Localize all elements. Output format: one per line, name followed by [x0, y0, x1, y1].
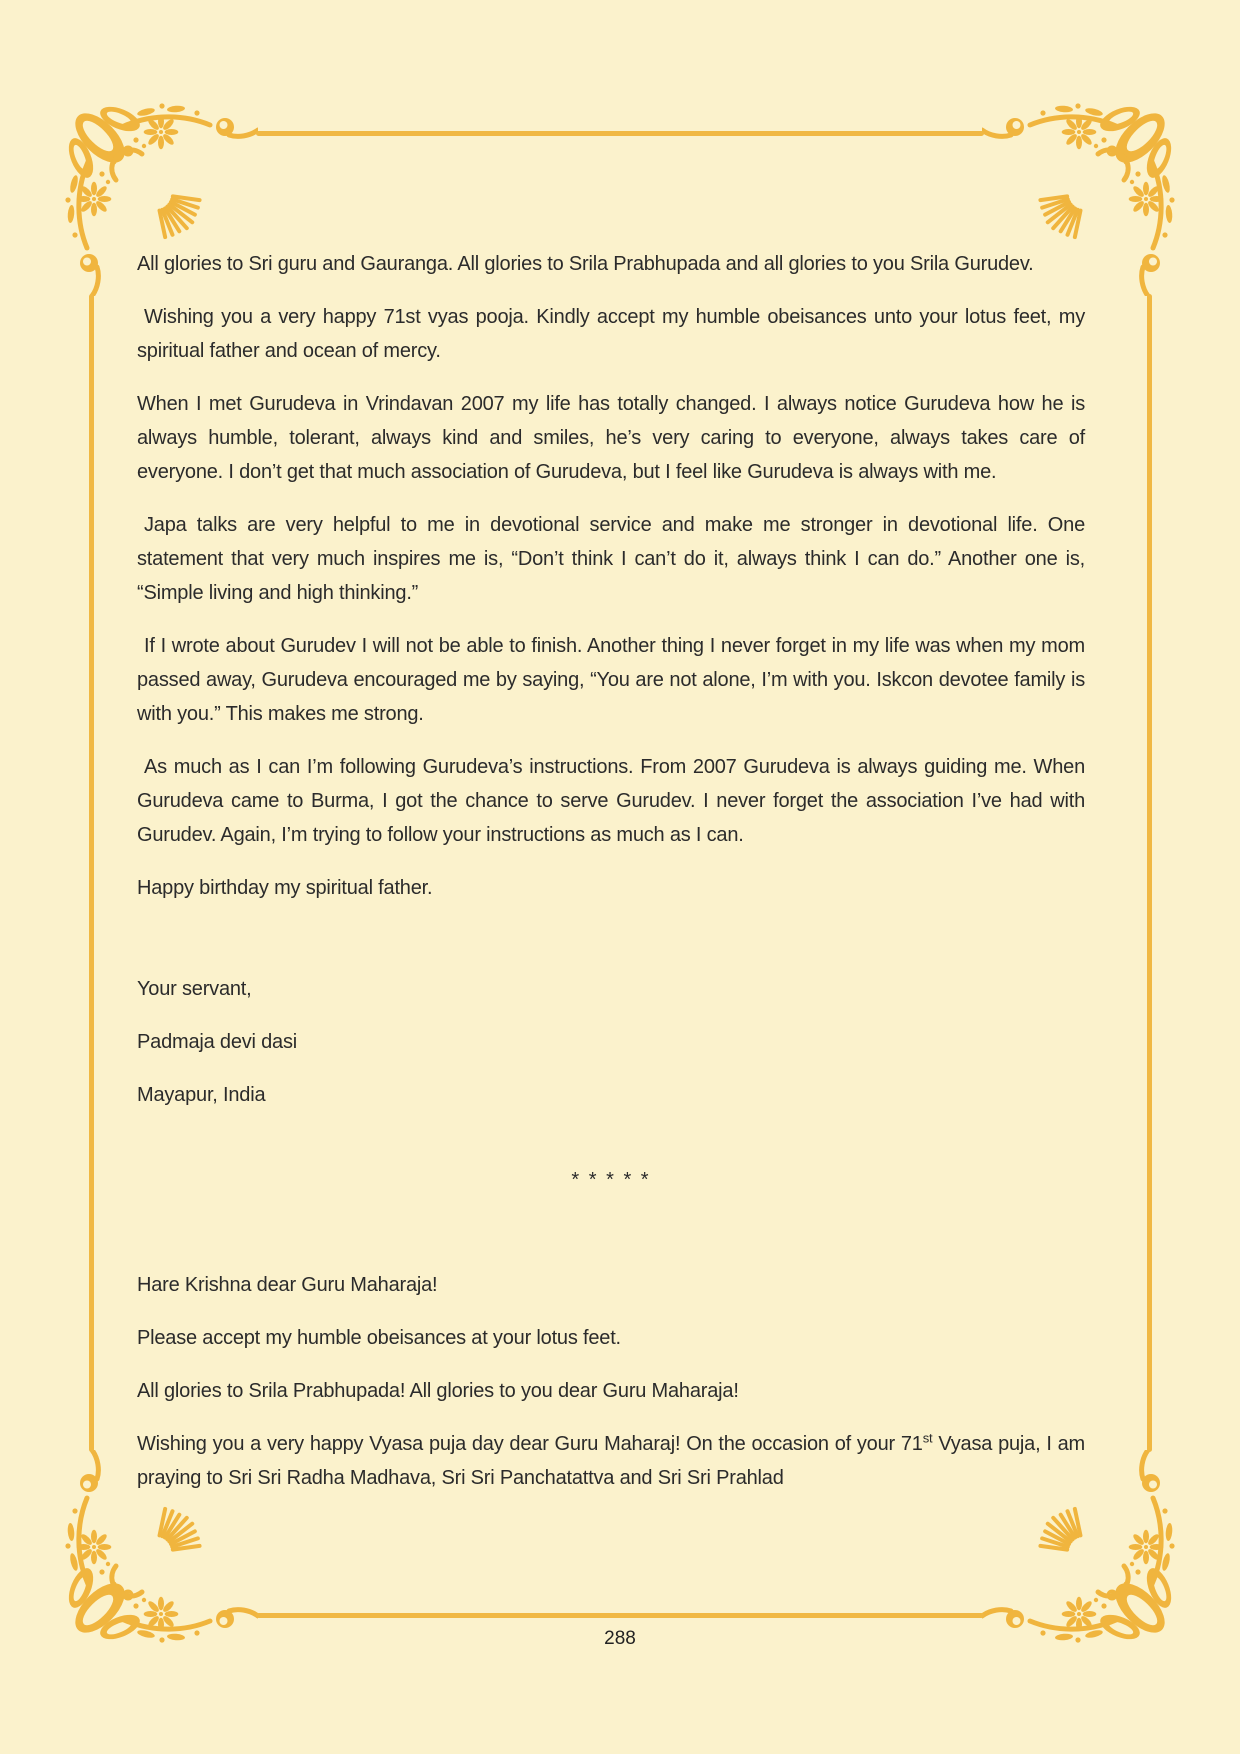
paragraph-met-gurudeva: When I met Gurudeva in Vrindavan 2007 my life has totally changed. I always notice Gurudeva how he is always humble, tolerant, always kind and smiles, he’s very caring to everyone, always takes care of everyone. I don’t get that much association of Gurudeva, but I feel like Gurudeva is always with me.	[137, 393, 1085, 483]
ordinal-superscript: st	[922, 1430, 933, 1446]
spacer	[137, 1216, 1085, 1268]
frame-border-right	[1147, 294, 1152, 1452]
frame-border-bottom	[256, 1613, 984, 1618]
paragraph-wishing: Wishing you a very happy 71st vyas pooja. Kindly accept my humble obeisances unto your lotus feet, my spiritual father and ocean of mercy.	[137, 306, 1085, 362]
paragraph-never-forget: If I wrote about Gurudev I will not be able to finish. Another thing I never forget in my life was when my mom passed away, Gurudeva encouraged me by saying, “You are not alone, I’m with you. Iskcon devotee family is with you.” This makes me strong.	[137, 635, 1085, 725]
signature-closing: Your servant,	[137, 978, 252, 1000]
paragraph-obeisances: Please accept my humble obeisances at your lotus feet.	[137, 1327, 621, 1349]
paragraph-glories: All glories to Sri guru and Gauranga. All glories to Srila Prabhupada and all glories to you Srila Gurudev.	[137, 253, 1034, 275]
signature-location: Mayapur, India	[137, 1084, 266, 1106]
section-separator-stars: * * * * *	[571, 1169, 651, 1191]
letter-content	[137, 247, 1085, 1514]
frame-border-top	[256, 131, 984, 136]
frame-border-left	[89, 294, 94, 1452]
paragraph-japa-talks: Japa talks are very helpful to me in devotional service and make me stronger in devotional life. One statement that very much inspires me is, “Don’t think I can’t do it, always think I can do.” Another one is, “Simple living and high thinking.”	[137, 514, 1085, 604]
paragraph-all-glories: All glories to Srila Prabhupada! All glories to you dear Guru Maharaja!	[137, 1380, 739, 1402]
vyasa-puja-text-part2: Vyasa puja, I am praying to Sri Sri Radha Madhava, Sri Sri Panchatattva and Sri Sri Prahlad	[137, 1433, 1085, 1489]
page-number: 288	[604, 1628, 636, 1649]
vyasa-puja-text-part1: Wishing you a very happy Vyasa puja day dear Guru Maharaj! On the occasion of your 71	[137, 1433, 923, 1455]
paragraph-vyasa-puja-wishing	[137, 1427, 1085, 1495]
signature-name: Padmaja devi dasi	[137, 1031, 298, 1053]
spacer	[137, 924, 1085, 972]
spacer	[137, 1131, 1085, 1163]
paragraph-following-instructions: As much as I can I’m following Gurudeva’s instructions. From 2007 Gurudeva is always guiding me. When Gurudeva came to Burma, I got the chance to serve Gurudev. I never forget the association I’ve had with Gurudev. Again, I’m trying to follow your instructions as much as I can.	[137, 756, 1085, 846]
paragraph-happy-birthday: Happy birthday my spiritual father.	[137, 877, 433, 899]
paragraph-hare-krishna: Hare Krishna dear Guru Maharaja!	[137, 1274, 438, 1296]
